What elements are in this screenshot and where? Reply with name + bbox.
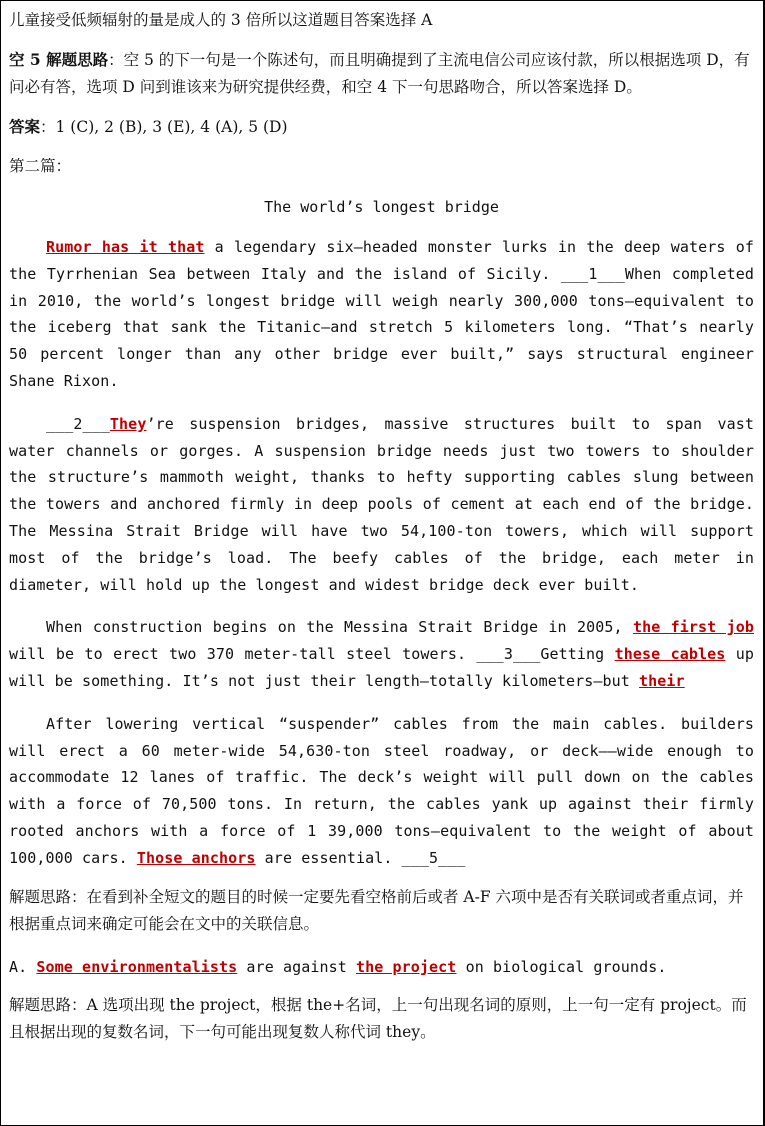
- answer-line: [9, 113, 754, 141]
- option-a: [9, 954, 754, 981]
- space5-text: ：空 5 的下一句是一个陈述句，而且明确提到了主流电信公司应该付款，所以根据选项 D，有问必有答，选项 D 问到谁该来为研究提供经费，和空 4 下一句思路吻合，所以答案选择 D。: [9, 51, 750, 96]
- paragraph-1: [9, 234, 754, 395]
- space5-label: 空 5 解题思路: [9, 50, 109, 69]
- paragraph-4: [9, 711, 754, 872]
- para1-text: a legendary six—headed monster lurks in the deep waters of the Tyrrhenian Sea between Italy and the island of Sicily. ___1___When completed in 2010, the world’s longest bridge will weigh nearly 300,000 tons—equivalent to the iceberg that sank the Titanic—and stretch 5 kilometers long. “That’s nearly 50 percent longer than any other bridge ever built,” says structural engineer Shane Rixon.: [9, 238, 754, 390]
- highlight-those-anchors: Those anchors: [136, 848, 256, 867]
- highlight-their: their: [639, 671, 685, 690]
- para4-text-a: After lowering vertical “suspender” cables from the main cables. builders will erect a 60 meter-wide 54,630-ton steel roadway, or deck——wide enough to accommodate 12 lanes of traffic. The deck’s weight will pull down on the cables with a force of 70,500 tons. In return, the cables yank up against their firmly rooted anchors with a force of 1 39,000 tons—equivalent to the weight of about 100,000 cars.: [9, 714, 754, 867]
- para2-text: ’re suspension bridges, massive structures built to span vast water channels or gorges. A suspension bridge needs just two towers to shoulder the structure’s mammoth weight, thanks to hefty supporting cables slung between the towers and anchored firmly in deep pools of cement at each end of the bridge. The Messina Strait Bridge will have two 54,100-ton towers, which will support most of the bridge’s load. The beefy cables of the bridge, each meter in diameter, will hold up the longest and widest bridge deck ever built.: [9, 414, 754, 594]
- option-a-text-b: are against: [237, 957, 356, 976]
- line-answer-note: 儿童接受低频辐射的量是成人的 3 倍所以这道题目答案选择 A: [9, 11, 433, 29]
- para3-text-a: When construction begins on the Messina Strait Bridge in 2005,: [46, 618, 633, 637]
- answer-label: 答案: [9, 117, 41, 136]
- para3-text-c: up will be something. It’s not just their length—totally kilometers—but: [9, 645, 754, 690]
- highlight-environmentalists: Some environmentalists: [36, 957, 238, 976]
- highlight-rumor: Rumor has it that: [46, 238, 205, 256]
- highlight-these-cables: these cables: [614, 645, 726, 664]
- highlight-they: They: [109, 414, 147, 433]
- option-a-text-c: on biological grounds.: [456, 957, 667, 976]
- blank-2: ___2___: [46, 414, 110, 433]
- space5-explanation: [9, 46, 754, 101]
- para4-text-b: are essential. ___5___: [255, 848, 466, 867]
- highlight-first-job: the first job: [632, 618, 754, 637]
- tip-2: 解题思路：A 选项出现 the project，根据 the+名词，上一句出现名词的原则，上一句一定有 project。而且根据出现的复数名词，下一句可能出现复数人称代词 they。: [9, 996, 747, 1042]
- highlight-the-project: the project: [356, 957, 457, 976]
- paragraph-2: [9, 411, 754, 599]
- para3-text-b: will be to erect two 370 meter-tall steel towers. ___3___Getting: [9, 645, 615, 664]
- answer-text: ：1 (C), 2 (B), 3 (E), 4 (A), 5 (D): [40, 118, 288, 136]
- article-title: The world’s longest bridge: [264, 198, 499, 216]
- tip-1: 解题思路：在看到补全短文的题目的时候一定要先看空格前后或者 A-F 六项中是否有关联词或者重点词，并根据重点词来确定可能会在文中的关联信息。: [9, 887, 744, 933]
- section-heading: 第二篇：: [9, 157, 72, 175]
- option-a-prefix: A.: [9, 957, 37, 976]
- paragraph-3: [9, 614, 754, 694]
